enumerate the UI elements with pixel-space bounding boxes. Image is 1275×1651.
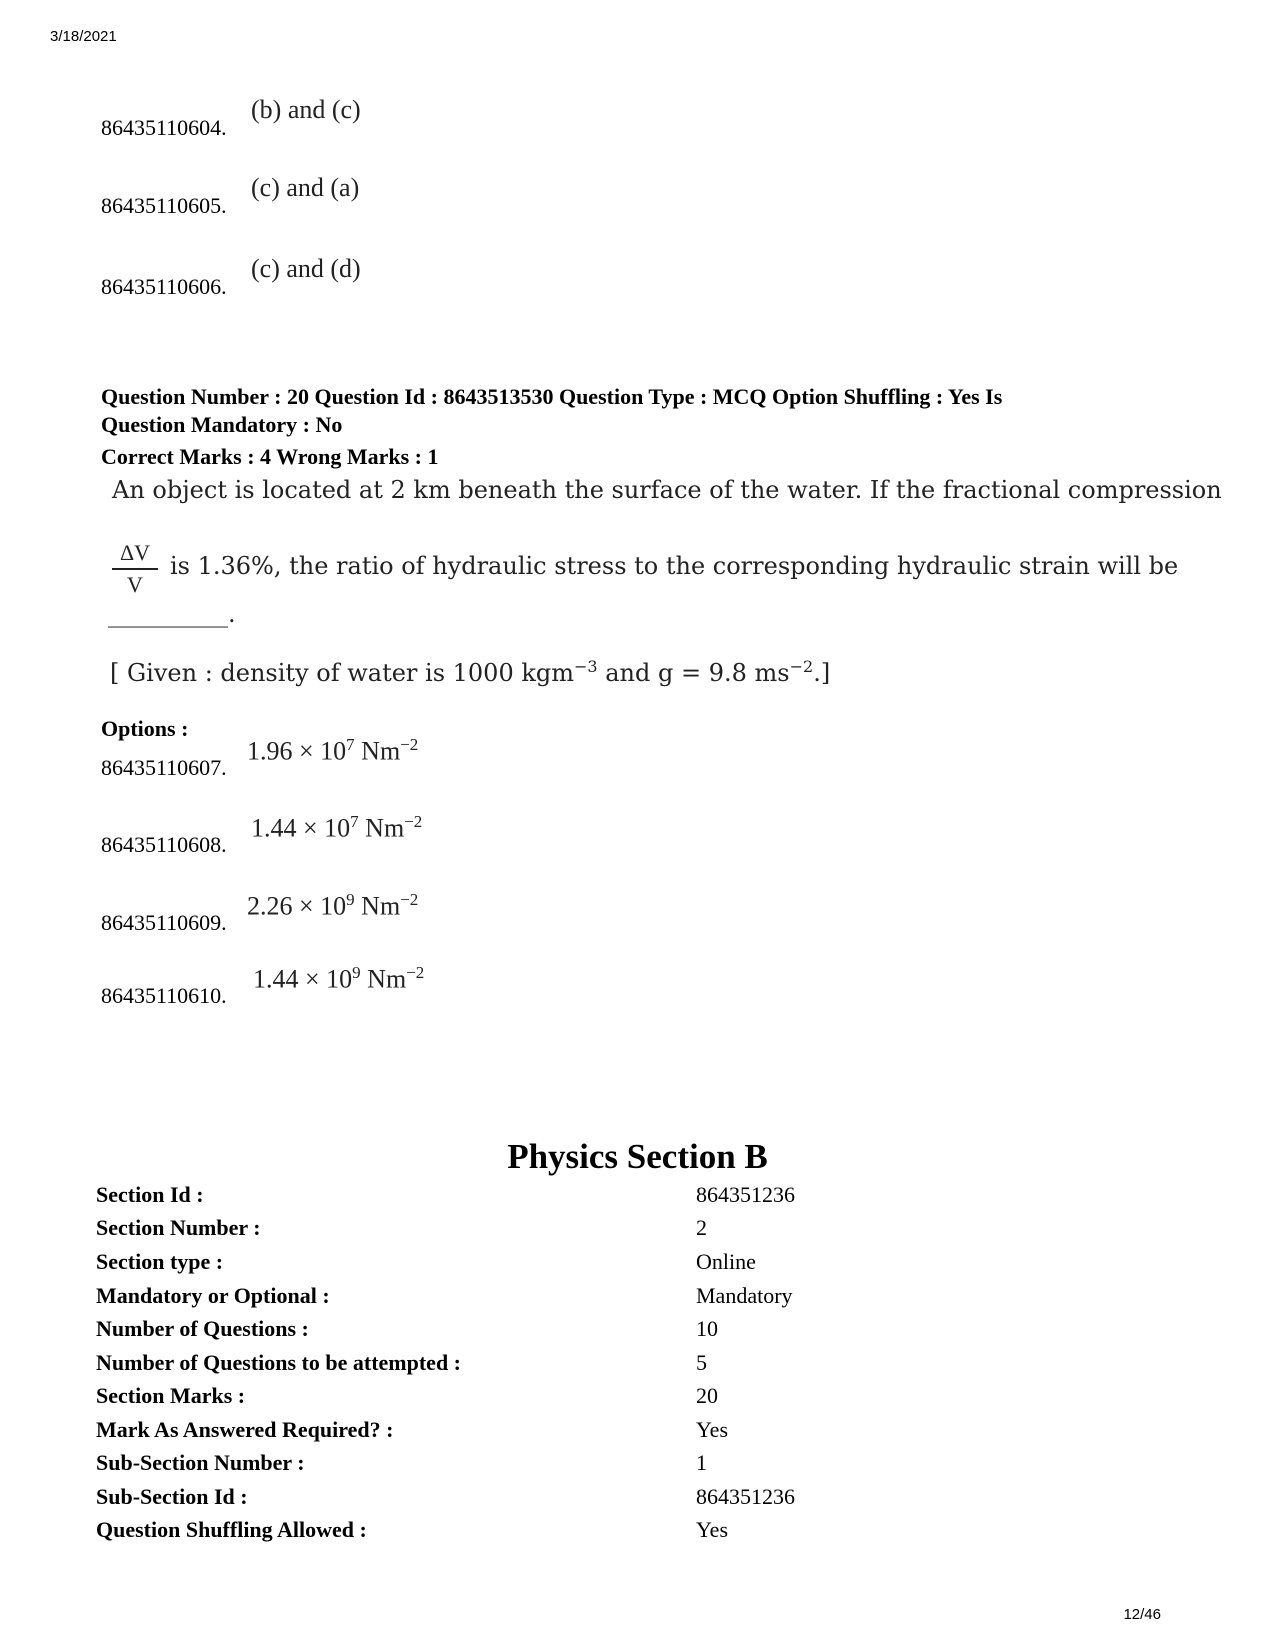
option-value (251, 812, 422, 844)
option-exponent: 9 (346, 890, 355, 909)
option-text: (b) and (c) (251, 95, 361, 124)
section-row-value: 2 (696, 1215, 707, 1240)
option-unit-exponent: −2 (404, 812, 423, 831)
section-row-label: Section Number : (96, 1215, 261, 1240)
option-mantissa: 2.26 × 10 (247, 891, 347, 921)
section-row (96, 1350, 996, 1384)
option-value (253, 963, 424, 995)
section-row-label: Mark As Answered Required? : (96, 1417, 394, 1442)
given-exponent-2: −2 (789, 657, 814, 676)
section-row (96, 1316, 996, 1350)
option-id: 86435110605. (101, 193, 227, 218)
section-row (96, 1417, 996, 1451)
given-part-c: .] (813, 659, 831, 687)
option-unit-exponent: −2 (400, 890, 419, 909)
option-id: 86435110607. (101, 755, 227, 780)
section-row (96, 1283, 996, 1317)
option-mantissa: 1.96 × 10 (247, 736, 347, 766)
section-row-value: 864351236 (696, 1484, 795, 1509)
section-row (96, 1215, 996, 1249)
option-text: (c) and (a) (251, 173, 360, 202)
section-row-label: Section type : (96, 1249, 224, 1274)
section-row-label: Section Id : (96, 1182, 204, 1207)
section-row (96, 1249, 996, 1283)
section-row (96, 1517, 996, 1551)
question-line2: is 1.36%, the ratio of hydraulic stress to the corresponding hydraulic strain will be (170, 552, 1179, 580)
print-date: 3/18/2021 (50, 28, 117, 45)
given-part-a: [ Given : density of water is 1000 kgm (110, 659, 575, 687)
option-value (247, 890, 418, 922)
fraction-delta-v-over-v (112, 540, 158, 598)
section-row-value: 1 (696, 1450, 707, 1475)
option-id: 86435110610. (101, 983, 227, 1008)
section-row-label: Number of Questions : (96, 1316, 309, 1341)
section-row-value: Yes (696, 1417, 729, 1442)
option-unit: Nm (358, 813, 405, 843)
fraction-numerator: ΔV (112, 540, 158, 570)
option-unit-exponent: −2 (400, 735, 419, 754)
answer-blank: __________. (108, 600, 236, 628)
option-value (247, 735, 418, 767)
option-exponent: 7 (350, 812, 359, 831)
option-id: 86435110606. (101, 274, 227, 299)
section-row-label: Sub-Section Id : (96, 1484, 248, 1509)
options-label: Options : (101, 716, 189, 741)
option-exponent: 9 (352, 963, 361, 982)
section-row-value: 864351236 (696, 1182, 795, 1207)
section-row-label: Mandatory or Optional : (96, 1283, 330, 1308)
given-part-b: and g = 9.8 ms (597, 659, 790, 687)
given-exponent-1: −3 (574, 657, 598, 676)
option-unit: Nm (354, 736, 401, 766)
option-id: 86435110608. (101, 832, 227, 857)
section-row-label: Sub-Section Number : (96, 1450, 305, 1475)
section-row (96, 1383, 996, 1417)
section-row-label: Question Shuffling Allowed : (96, 1517, 367, 1542)
section-row-label: Section Marks : (96, 1383, 246, 1408)
page-number: 12/46 (1123, 1606, 1161, 1623)
given-data (110, 657, 830, 687)
question-meta-line2: Question Mandatory : No (101, 412, 343, 437)
section-row-value: 20 (696, 1383, 718, 1408)
question-meta-line1: Question Number : 20 Question Id : 8643513530 Question Type : MCQ Option Shuffling : Yes Is (101, 384, 1003, 409)
option-text: (c) and (d) (251, 254, 361, 283)
option-unit-exponent: −2 (406, 963, 425, 982)
option-mantissa: 1.44 × 10 (253, 964, 353, 994)
section-row-value: Online (696, 1249, 756, 1274)
option-exponent: 7 (346, 735, 355, 754)
section-row-value: 5 (696, 1350, 707, 1375)
section-row (96, 1450, 996, 1484)
option-unit: Nm (354, 891, 401, 921)
question-line1: An object is located at 2 km beneath the surface of the water. If the fractional compression (112, 476, 1222, 504)
section-row (96, 1484, 996, 1518)
question-meta (101, 383, 1181, 471)
option-id: 86435110604. (101, 115, 227, 140)
section-row-value: Yes (696, 1517, 729, 1542)
option-id: 86435110609. (101, 910, 227, 935)
section-title: Physics Section B (507, 1137, 768, 1176)
fraction-denominator: V (127, 572, 143, 597)
section-row-value: Mandatory (696, 1283, 793, 1308)
section-row (96, 1182, 996, 1216)
question-marks: Correct Marks : 4 Wrong Marks : 1 (101, 444, 439, 469)
option-unit: Nm (360, 964, 407, 994)
section-row-value: 10 (696, 1316, 718, 1341)
option-mantissa: 1.44 × 10 (251, 813, 351, 843)
section-row-label: Number of Questions to be attempted : (96, 1350, 462, 1375)
